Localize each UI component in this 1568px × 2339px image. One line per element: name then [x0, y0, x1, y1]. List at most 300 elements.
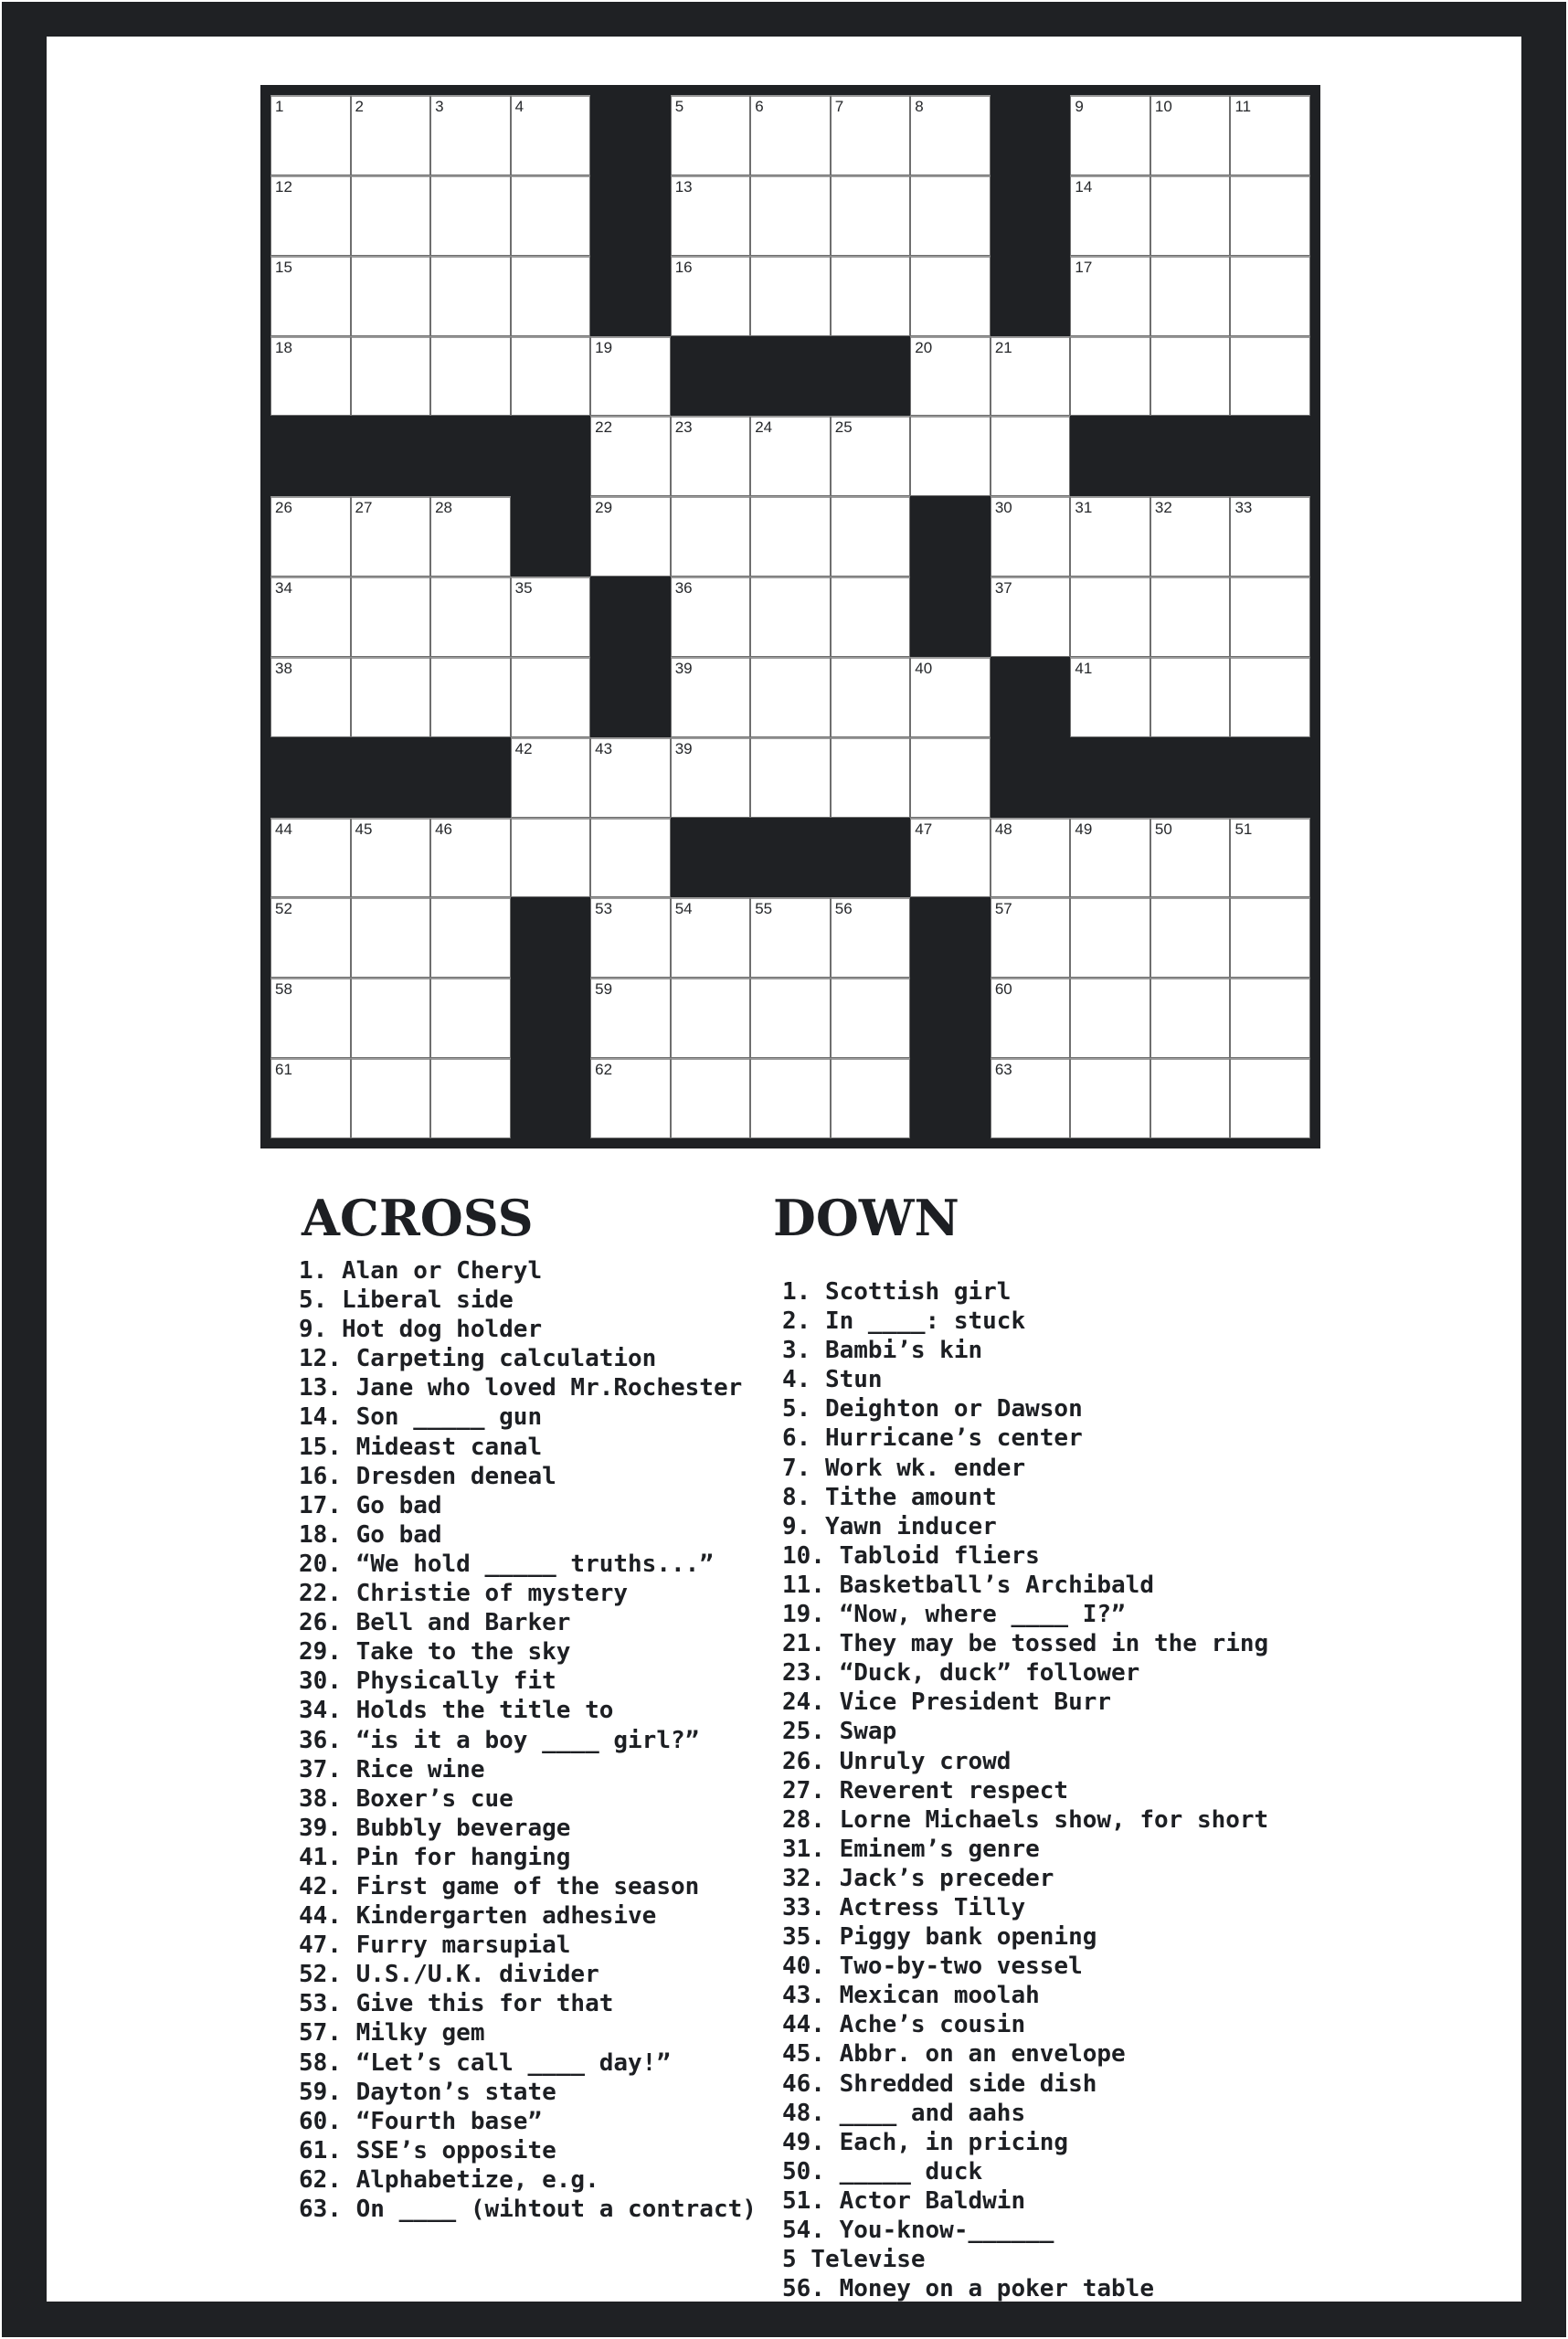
down-clue: 56. Money on a poker table — [782, 2275, 1154, 2303]
white-cell[interactable] — [270, 336, 351, 417]
white-cell[interactable] — [1070, 818, 1150, 898]
down-heading: DOWN — [773, 1189, 959, 1247]
white-cell[interactable] — [351, 496, 431, 577]
across-clue: 13. Jane who loved Mr.Rochester — [299, 1374, 743, 1402]
white-cell[interactable] — [511, 95, 591, 175]
cell-number: 7 — [834, 98, 844, 115]
across-clue: 20. “We hold _____ truths...” — [299, 1550, 714, 1578]
across-heading: ACROSS — [302, 1189, 534, 1247]
white-cell[interactable] — [750, 657, 831, 737]
white-cell[interactable] — [511, 336, 591, 417]
cell-number: 9 — [1075, 98, 1084, 115]
cell-number: 31 — [1075, 499, 1093, 517]
white-cell[interactable] — [831, 256, 911, 336]
cell-number: 47 — [915, 820, 933, 838]
white-cell[interactable] — [590, 1058, 671, 1138]
white-cell[interactable] — [1070, 256, 1150, 336]
across-clue: 38. Boxer’s cue — [299, 1784, 514, 1813]
black-cell — [1230, 737, 1310, 818]
white-cell[interactable] — [1150, 95, 1231, 175]
cell-number: 14 — [1075, 177, 1093, 196]
white-cell[interactable] — [1150, 496, 1231, 577]
black-cell — [991, 657, 1071, 737]
down-clue: 21. They may be tossed in the ring — [782, 1630, 1269, 1658]
cell-number: 60 — [994, 980, 1012, 999]
across-clue: 63. On ____ (wihtout a contract) — [299, 2196, 757, 2223]
white-cell[interactable] — [750, 737, 831, 818]
cell-number: 19 — [595, 338, 613, 356]
white-cell[interactable] — [991, 496, 1071, 577]
white-cell[interactable] — [1230, 256, 1310, 336]
white-cell[interactable] — [1070, 897, 1150, 978]
across-clue: 18. Go bad — [299, 1520, 442, 1549]
white-cell[interactable] — [430, 496, 511, 577]
cell-number: 49 — [1075, 820, 1093, 838]
black-cell — [590, 577, 671, 657]
cell-number: 46 — [435, 820, 452, 838]
white-cell[interactable] — [270, 978, 351, 1058]
white-cell[interactable] — [831, 737, 911, 818]
across-clue: 42. First game of the season — [299, 1872, 700, 1900]
white-cell[interactable] — [671, 897, 751, 978]
white-cell[interactable] — [351, 657, 431, 737]
white-cell[interactable] — [671, 577, 751, 657]
cell-number: 12 — [275, 177, 292, 196]
white-cell[interactable] — [511, 577, 591, 657]
white-cell[interactable] — [831, 175, 911, 256]
white-cell[interactable] — [671, 1058, 751, 1138]
white-cell[interactable] — [1150, 978, 1231, 1058]
white-cell[interactable] — [1070, 175, 1150, 256]
cell-number: 11 — [1234, 98, 1252, 115]
white-cell[interactable] — [351, 256, 431, 336]
white-cell[interactable] — [1150, 336, 1231, 417]
cell-number: 25 — [834, 418, 853, 437]
black-cell — [910, 897, 991, 978]
black-cell — [1070, 737, 1150, 818]
black-cell — [991, 175, 1071, 256]
white-cell[interactable] — [750, 496, 831, 577]
white-cell[interactable] — [1070, 336, 1150, 417]
across-clue: 36. “is it a boy ____ girl?” — [299, 1726, 700, 1754]
cell-number: 10 — [1154, 98, 1172, 115]
white-cell[interactable] — [430, 978, 511, 1058]
white-cell[interactable] — [1150, 818, 1231, 898]
cell-number: 16 — [674, 258, 693, 276]
black-cell — [590, 175, 671, 256]
white-cell[interactable] — [671, 175, 751, 256]
across-clue: 1. Alan or Cheryl — [299, 1257, 543, 1285]
across-clue: 5. Liberal side — [299, 1286, 514, 1315]
cell-number: 36 — [674, 579, 693, 598]
black-cell — [351, 416, 431, 496]
white-cell[interactable] — [1230, 577, 1310, 657]
white-cell[interactable] — [430, 175, 511, 256]
white-cell[interactable] — [831, 657, 911, 737]
cell-number: 21 — [994, 338, 1012, 356]
white-cell[interactable] — [750, 256, 831, 336]
across-clue: 44. Kindergarten adhesive — [299, 1902, 657, 1931]
cell-number: 26 — [275, 499, 292, 517]
black-cell — [270, 737, 351, 818]
cell-number: 15 — [275, 258, 292, 276]
cell-number: 45 — [355, 820, 373, 838]
white-cell[interactable] — [270, 897, 351, 978]
crossword-grid — [270, 95, 1310, 1138]
white-cell[interactable] — [1230, 818, 1310, 898]
cell-number: 59 — [595, 980, 613, 999]
cell-number: 17 — [1075, 258, 1093, 276]
white-cell[interactable] — [430, 256, 511, 336]
down-clue: 40. Two-by-two vessel — [782, 1953, 1083, 1981]
white-cell[interactable] — [1150, 577, 1231, 657]
cell-number: 18 — [275, 338, 292, 356]
across-clue: 37. Rice wine — [299, 1755, 485, 1783]
white-cell[interactable] — [671, 496, 751, 577]
white-cell[interactable] — [351, 175, 431, 256]
black-cell — [831, 336, 911, 417]
white-cell[interactable] — [910, 416, 991, 496]
white-cell[interactable] — [671, 978, 751, 1058]
across-clue: 12. Carpeting calculation — [299, 1345, 657, 1373]
white-cell[interactable] — [270, 175, 351, 256]
cell-number: 37 — [994, 579, 1012, 598]
down-clue: 48. ____ and aahs — [782, 2099, 1026, 2127]
cell-number: 1 — [275, 98, 284, 115]
black-cell — [910, 496, 991, 577]
across-clue-list — [299, 1256, 757, 2224]
down-clue: 44. Ache’s cousin — [782, 2011, 1026, 2039]
cell-number: 6 — [755, 98, 764, 115]
across-clue: 15. Mideast canal — [299, 1433, 543, 1461]
white-cell[interactable] — [590, 496, 671, 577]
black-cell — [991, 95, 1071, 175]
down-clue: 19. “Now, where ____ I?” — [782, 1601, 1126, 1629]
white-cell[interactable] — [750, 577, 831, 657]
white-cell[interactable] — [1230, 496, 1310, 577]
white-cell[interactable] — [270, 1058, 351, 1138]
cell-number: 3 — [435, 98, 444, 115]
white-cell[interactable] — [750, 978, 831, 1058]
white-cell[interactable] — [910, 657, 991, 737]
cell-number: 28 — [435, 499, 452, 517]
down-clue: 50. _____ duck — [782, 2157, 983, 2186]
white-cell[interactable] — [671, 737, 751, 818]
white-cell[interactable] — [270, 95, 351, 175]
black-cell — [590, 95, 671, 175]
white-cell[interactable] — [511, 737, 591, 818]
across-clue: 60. “Fourth base” — [299, 2107, 543, 2135]
white-cell[interactable] — [910, 175, 991, 256]
cell-number: 57 — [994, 900, 1012, 918]
black-cell — [590, 657, 671, 737]
black-cell — [351, 737, 431, 818]
white-cell[interactable] — [430, 577, 511, 657]
cell-number: 38 — [275, 659, 292, 677]
white-cell[interactable] — [1070, 496, 1150, 577]
white-cell[interactable] — [590, 336, 671, 417]
across-clue: 52. U.S./U.K. divider — [299, 1961, 599, 1989]
down-clue: 54. You-know-______ — [782, 2217, 1054, 2244]
cell-number: 42 — [514, 739, 533, 757]
white-cell[interactable] — [1150, 175, 1231, 256]
cell-number: 8 — [915, 98, 924, 115]
cell-number: 24 — [755, 418, 773, 437]
cell-number: 52 — [275, 900, 292, 918]
across-clue: 39. Bubbly beverage — [299, 1814, 571, 1842]
down-clue: 9. Yawn inducer — [782, 1512, 997, 1540]
white-cell[interactable] — [1230, 1058, 1310, 1138]
white-cell[interactable] — [351, 897, 431, 978]
cell-number: 63 — [994, 1061, 1012, 1079]
cell-number: 39 — [674, 659, 693, 677]
white-cell[interactable] — [511, 657, 591, 737]
down-clue: 23. “Duck, duck” follower — [782, 1659, 1140, 1688]
white-cell[interactable] — [590, 737, 671, 818]
white-cell[interactable] — [1230, 336, 1310, 417]
white-cell[interactable] — [671, 416, 751, 496]
cell-number: 39 — [674, 739, 693, 757]
cell-number: 48 — [994, 820, 1012, 838]
white-cell[interactable] — [910, 818, 991, 898]
cell-number: 58 — [275, 980, 292, 999]
across-clue: 57. Milky gem — [299, 2019, 485, 2048]
across-clue: 53. Give this for that — [299, 1990, 614, 2018]
cell-number: 43 — [595, 739, 613, 757]
white-cell[interactable] — [831, 95, 911, 175]
down-clue: 3. Bambi’s kin — [782, 1337, 983, 1365]
white-cell[interactable] — [351, 978, 431, 1058]
white-cell[interactable] — [991, 1058, 1071, 1138]
white-cell[interactable] — [270, 496, 351, 577]
white-cell[interactable] — [910, 256, 991, 336]
black-cell — [750, 818, 831, 898]
black-cell — [1230, 416, 1310, 496]
cell-number: 51 — [1234, 820, 1253, 838]
cell-number: 33 — [1234, 499, 1253, 517]
white-cell[interactable] — [1230, 897, 1310, 978]
down-clue: 5. Deighton or Dawson — [782, 1395, 1083, 1424]
white-cell[interactable] — [1070, 657, 1150, 737]
down-clue: 33. Actress Tilly — [782, 1893, 1026, 1921]
white-cell[interactable] — [910, 336, 991, 417]
across-clue: 58. “Let’s call ____ day!” — [299, 2048, 671, 2077]
white-cell[interactable] — [270, 256, 351, 336]
black-cell — [511, 897, 591, 978]
down-clue: 51. Actor Baldwin — [782, 2186, 1026, 2215]
cell-number: 13 — [674, 177, 693, 196]
white-cell[interactable] — [671, 256, 751, 336]
down-clue: 27. Reverent respect — [782, 1776, 1069, 1805]
white-cell[interactable] — [750, 95, 831, 175]
black-cell — [590, 256, 671, 336]
white-cell[interactable] — [831, 496, 911, 577]
black-cell — [430, 416, 511, 496]
down-clue: 46. Shredded side dish — [782, 2069, 1097, 2098]
cell-number: 53 — [595, 900, 613, 918]
white-cell[interactable] — [511, 818, 591, 898]
across-clue: 26. Bell and Barker — [299, 1609, 571, 1637]
down-clue: 7. Work wk. ender — [782, 1454, 1026, 1482]
white-cell[interactable] — [831, 1058, 911, 1138]
black-cell — [511, 1058, 591, 1138]
white-cell[interactable] — [831, 978, 911, 1058]
white-cell[interactable] — [1150, 256, 1231, 336]
cell-number: 35 — [514, 579, 533, 598]
black-cell — [991, 256, 1071, 336]
white-cell[interactable] — [351, 818, 431, 898]
across-clue: 30. Physically fit — [299, 1667, 556, 1696]
white-cell[interactable] — [671, 657, 751, 737]
white-cell[interactable] — [910, 95, 991, 175]
across-clue: 41. Pin for hanging — [299, 1843, 571, 1871]
across-clue: 47. Furry marsupial — [299, 1932, 571, 1960]
black-cell — [671, 818, 751, 898]
across-clue: 16. Dresden deneal — [299, 1462, 556, 1490]
cell-number: 40 — [915, 659, 933, 677]
white-cell[interactable] — [1150, 657, 1231, 737]
white-cell[interactable] — [430, 336, 511, 417]
white-cell[interactable] — [270, 818, 351, 898]
black-cell — [910, 978, 991, 1058]
white-cell[interactable] — [1150, 1058, 1231, 1138]
down-clue: 43. Mexican moolah — [782, 1982, 1040, 2010]
down-clue-list — [782, 1277, 1268, 2303]
white-cell[interactable] — [1150, 897, 1231, 978]
white-cell[interactable] — [430, 657, 511, 737]
black-cell — [910, 577, 991, 657]
black-cell — [991, 737, 1071, 818]
white-cell[interactable] — [590, 897, 671, 978]
across-clue: 62. Alphabetize, e.g. — [299, 2165, 599, 2194]
white-cell[interactable] — [991, 577, 1071, 657]
white-cell[interactable] — [270, 657, 351, 737]
white-cell[interactable] — [1070, 95, 1150, 175]
down-clue: 45. Abbr. on an envelope — [782, 2040, 1126, 2069]
down-clue: 31. Eminem’s genre — [782, 1835, 1040, 1863]
black-cell — [831, 818, 911, 898]
black-cell — [1150, 737, 1231, 818]
down-clue: 2. In ____: stuck — [782, 1307, 1026, 1336]
cell-number: 29 — [595, 499, 613, 517]
down-clue: 5 Televise — [782, 2246, 926, 2274]
down-clue: 10. Tabloid fliers — [782, 1541, 1040, 1570]
white-cell[interactable] — [430, 818, 511, 898]
white-cell[interactable] — [590, 818, 671, 898]
white-cell[interactable] — [1230, 175, 1310, 256]
across-clue: 17. Go bad — [299, 1491, 442, 1519]
white-cell[interactable] — [991, 416, 1071, 496]
cell-number: 27 — [355, 499, 373, 517]
white-cell[interactable] — [991, 897, 1071, 978]
white-cell[interactable] — [351, 95, 431, 175]
white-cell[interactable] — [1230, 657, 1310, 737]
cell-number: 2 — [355, 98, 364, 115]
white-cell[interactable] — [831, 897, 911, 978]
cell-number: 30 — [994, 499, 1012, 517]
across-clue: 14. Son _____ gun — [299, 1403, 543, 1432]
across-clue: 9. Hot dog holder — [299, 1316, 543, 1344]
black-cell — [430, 737, 511, 818]
white-cell[interactable] — [1230, 978, 1310, 1058]
cell-number: 62 — [595, 1061, 613, 1079]
white-cell[interactable] — [910, 737, 991, 818]
cell-number: 32 — [1154, 499, 1172, 517]
across-clue: 61. SSE’s opposite — [299, 2136, 556, 2164]
cell-number: 55 — [755, 900, 773, 918]
white-cell[interactable] — [750, 1058, 831, 1138]
white-cell[interactable] — [991, 818, 1071, 898]
down-clue: 35. Piggy bank opening — [782, 1923, 1097, 1952]
white-cell[interactable] — [750, 897, 831, 978]
white-cell[interactable] — [590, 416, 671, 496]
down-clue: 28. Lorne Michaels show, for short — [782, 1805, 1269, 1834]
down-clue: 32. Jack’s preceder — [782, 1864, 1054, 1892]
white-cell[interactable] — [270, 577, 351, 657]
black-cell — [270, 416, 351, 496]
cell-number: 20 — [915, 338, 933, 356]
white-cell[interactable] — [750, 175, 831, 256]
black-cell — [511, 978, 591, 1058]
white-cell[interactable] — [590, 978, 671, 1058]
cell-number: 4 — [514, 98, 524, 115]
white-cell[interactable] — [511, 175, 591, 256]
across-clue: 29. Take to the sky — [299, 1638, 571, 1667]
white-cell[interactable] — [430, 95, 511, 175]
white-cell[interactable] — [351, 1058, 431, 1138]
down-clue: 4. Stun — [782, 1366, 883, 1394]
white-cell[interactable] — [351, 336, 431, 417]
white-cell[interactable] — [671, 95, 751, 175]
across-clue: 59. Dayton’s state — [299, 2078, 556, 2106]
across-clue: 22. Christie of mystery — [299, 1580, 629, 1608]
black-cell — [671, 336, 751, 417]
down-clue: 11. Basketball’s Archibald — [782, 1571, 1154, 1599]
black-cell — [1150, 416, 1231, 496]
white-cell[interactable] — [1070, 577, 1150, 657]
crossword-grid-border — [260, 85, 1320, 1148]
white-cell[interactable] — [991, 978, 1071, 1058]
across-clue: 34. Holds the title to — [299, 1697, 614, 1725]
down-clue: 6. Hurricane’s center — [782, 1424, 1083, 1453]
white-cell[interactable] — [831, 416, 911, 496]
down-clue: 1. Scottish girl — [782, 1278, 1012, 1306]
down-clue: 25. Swap — [782, 1718, 897, 1746]
white-cell[interactable] — [1230, 95, 1310, 175]
cell-number: 61 — [275, 1061, 292, 1079]
white-cell[interactable] — [430, 897, 511, 978]
white-cell[interactable] — [351, 577, 431, 657]
down-clue: 24. Vice President Burr — [782, 1688, 1112, 1717]
cell-number: 23 — [674, 418, 693, 437]
white-cell[interactable] — [1070, 978, 1150, 1058]
cell-number: 22 — [595, 418, 613, 437]
black-cell — [910, 1058, 991, 1138]
white-cell[interactable] — [1070, 1058, 1150, 1138]
black-cell — [1070, 416, 1150, 496]
black-cell — [511, 416, 591, 496]
white-cell[interactable] — [430, 1058, 511, 1138]
down-clue: 26. Unruly crowd — [782, 1747, 1012, 1775]
white-cell[interactable] — [511, 256, 591, 336]
white-cell[interactable] — [831, 577, 911, 657]
white-cell[interactable] — [991, 336, 1071, 417]
white-cell[interactable] — [750, 416, 831, 496]
down-clue: 49. Each, in pricing — [782, 2128, 1069, 2156]
black-cell — [750, 336, 831, 417]
black-cell — [511, 496, 591, 577]
cell-number: 56 — [834, 900, 853, 918]
